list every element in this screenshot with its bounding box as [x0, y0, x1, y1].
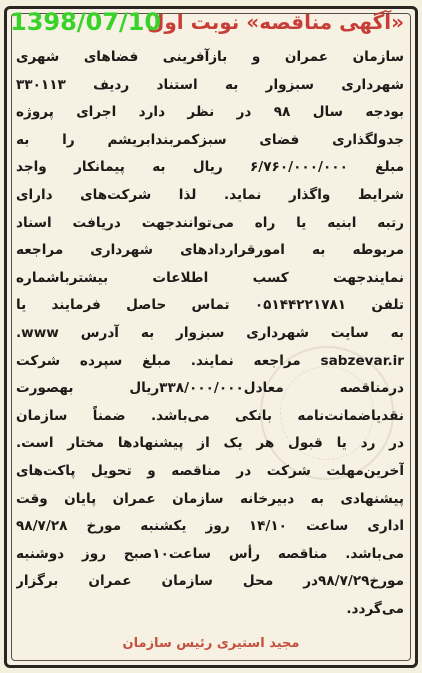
- notice-line: جدولگذاری فضای سبزکمربندابریشم را به: [16, 131, 404, 148]
- notice-line: مبلغ ۶/۷۶۰/۰۰۰/۰۰۰ ریال به پیمانکار واجد: [16, 159, 404, 176]
- notice-line: رتبه ابنیه یا راه می‌توانندجهت دریافت اسناد: [16, 214, 404, 231]
- notice-line: پیشنهادی به دبیرخانه سازمان عمران پایان وقت: [16, 490, 404, 507]
- notice-line: sabzevar.ir مراجعه نمایند. مبلغ سپرده شرکت: [16, 352, 404, 369]
- notice-line: اداری ساعت ۱۴/۱۰ روز یکشنبه مورخ ۹۸/۷/۲۸: [16, 518, 404, 535]
- notice-line: درمناقصه معادل۳۳۸/۰۰۰/۰۰۰ریال بهصورت: [16, 380, 404, 397]
- notice-line: نقدیاضمانت‌نامه بانکی می‌باشد. ضمناً سازمان: [16, 407, 404, 424]
- notice-line: تلفن ۰۵۱۴۴۲۲۱۷۸۱ تماس حاصل فرمایند یا: [16, 297, 404, 314]
- notice-line: بودجه سال ۹۸ در نظر دارد اجرای پروژه: [16, 104, 404, 121]
- notice-line: به سایت شهرداری سبزوار به آدرس www.: [16, 324, 404, 341]
- notice-line: آخرین‌مهلت شرکت در مناقصه و تحویل پاکت‌های: [16, 462, 404, 479]
- notice-line: می‌باشد. مناقصه رأس ساعت۱۰صبح روز دوشنبه: [16, 545, 404, 562]
- signature: مجید استیری رئیس سازمان: [122, 636, 300, 651]
- notice-line: مربوطه به امورقراردادهای شهرداری مراجعه: [16, 242, 404, 259]
- notice-line: شرایط واگذار نماید. لذا شرکت‌های دارای: [16, 186, 404, 203]
- notice-line: نمایندجهت کسب اطلاعات بیشترباشماره: [16, 269, 404, 286]
- notice-title: «آگهی مناقصه» نوبت اول: [146, 10, 404, 34]
- notice-line: می‌گردد.: [346, 600, 404, 617]
- notice-line: در رد یا قبول هر یک از پیشنهادها مختار است.: [16, 435, 404, 452]
- notice-line: شهرداری سبزوار به استناد ردیف ۳۳۰۱۱۳: [16, 76, 404, 93]
- notice-line: سازمان عمران و بازآفرینی فضاهای شهری: [16, 49, 404, 65]
- notice-line: مورخ۹۸/۷/۲۹در محل سازمان عمران برگزار: [16, 573, 404, 590]
- date-stamp: 1398/07/10: [10, 8, 162, 36]
- notice-body: [16, 44, 404, 623]
